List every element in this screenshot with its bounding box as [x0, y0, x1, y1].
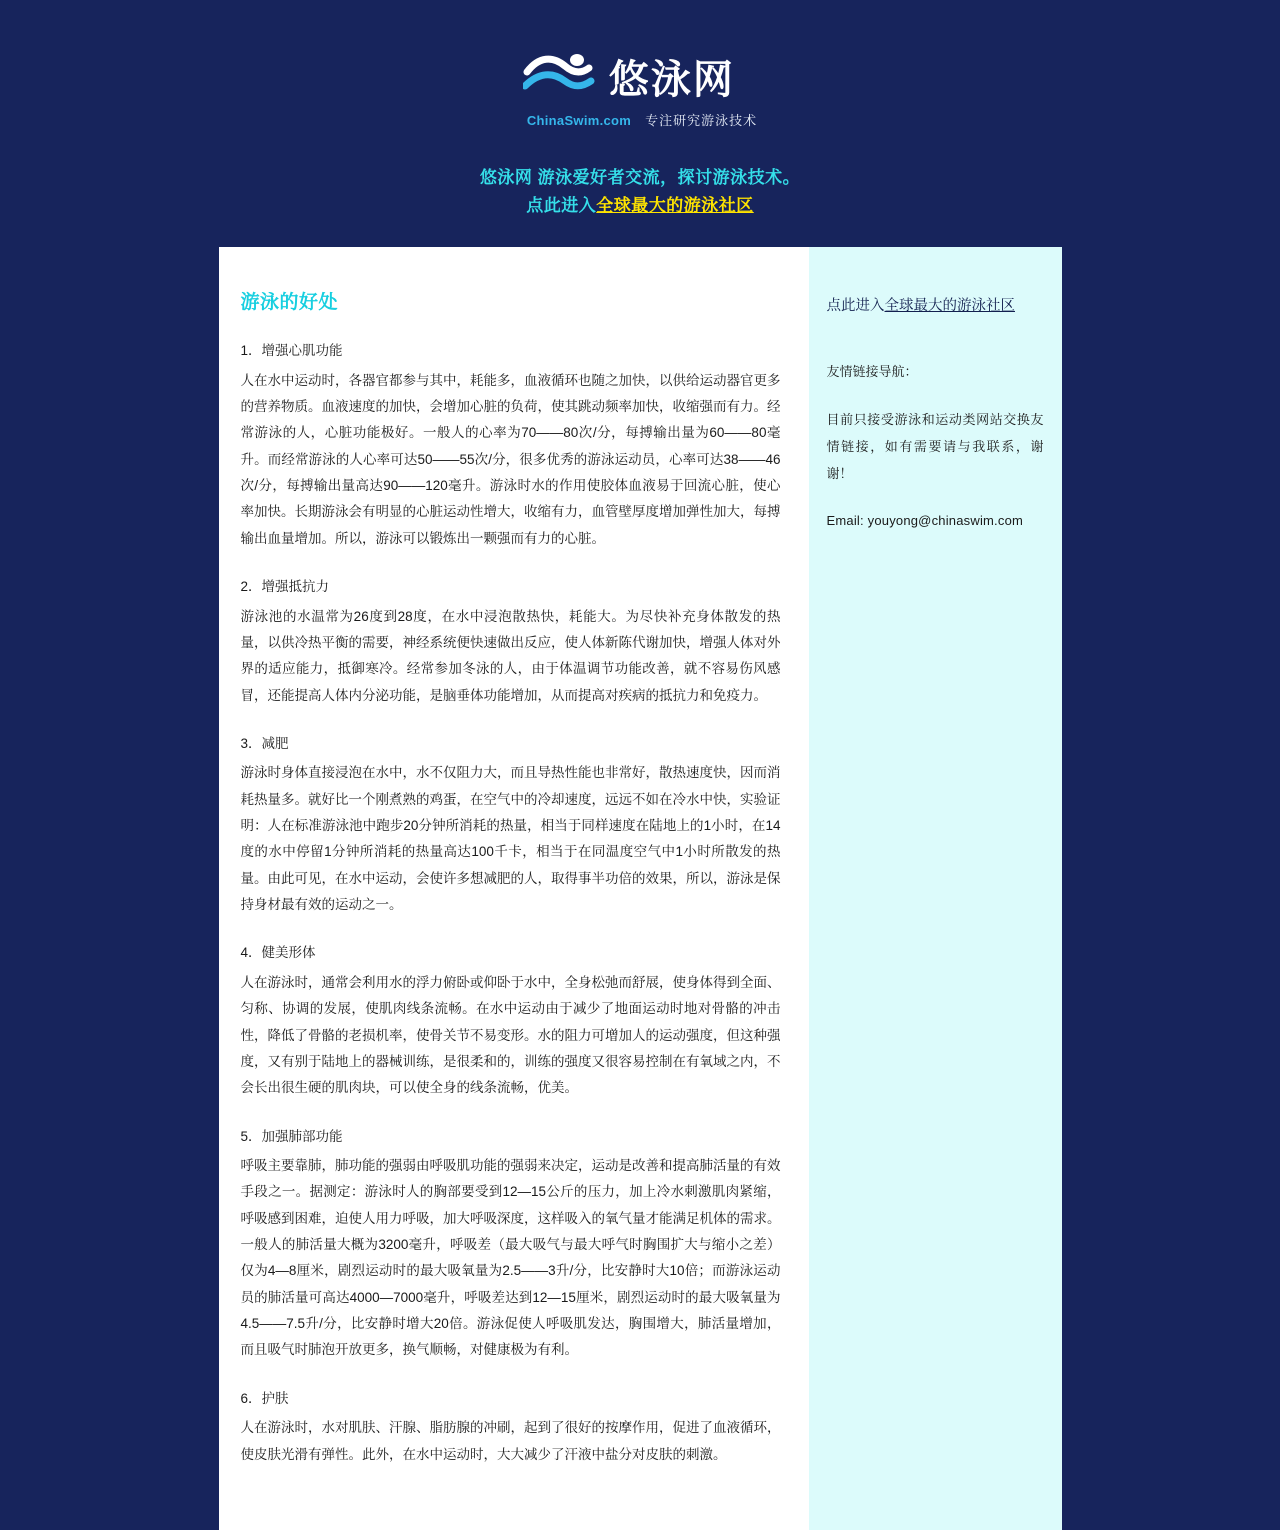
wave-icon	[523, 46, 599, 102]
article-section	[241, 574, 781, 709]
content-band	[219, 247, 1062, 1530]
section-body: 人在游泳时，水对肌肤、汗腺、脂肪腺的冲刷，起到了很好的按摩作用，促进了血液循环，使皮肤光滑有弹性。此外，在水中运动时，大大减少了汗液中盐分对皮肤的刺激。	[240, 1420, 781, 1462]
page-title: 游泳的好处	[240, 292, 339, 314]
section-body: 游泳时身体直接浸泡在水中，水不仅阻力大，而且导热性能也非常好，散热速度快，因而消耗热量多。就好比一个刚煮熟的鸡蛋，在空气中的冷却速度，远远不如在冷水中快，实验证明：人在标准游泳池中跑步20分钟所消耗的热量，相当于同样速度在陆地上的1小时，在14度的水中停留1分钟所消耗的热量高达100千卡，相当于在同温度空气中1小时所散发的热量。由此可见，在水中运动，会使许多想减肥的人，取得事半功倍的效果，所以，游泳是保持身材最有效的运动之一。	[240, 765, 781, 913]
logo-row	[523, 46, 757, 102]
logo-title: 悠泳网	[608, 58, 735, 102]
article-section	[241, 731, 781, 919]
section-body: 游泳池的水温常为26度到28度，在水中浸泡散热快，耗能大。为尽快补充身体散发的热量，以供冷热平衡的需要，神经系统便快速做出反应，使人体新陈代谢加快，增强人体对外界的适应能力，抵御寒冷。经常参加冬泳的人，由于体温调节功能改善，就不容易伤风感冒，还能提高人体内分泌功能，是脑垂体功能增加，从而提高对疾病的抵抗力和免疫力。	[240, 608, 781, 703]
tagline-line-1: 悠泳网 游泳爱好者交流，探讨游泳技术。	[479, 168, 801, 187]
sidebar-links-title: 友情链接导航：	[826, 364, 918, 380]
sidebar-enter-row	[827, 295, 1044, 318]
article-section	[241, 940, 781, 1101]
article-column	[219, 247, 809, 1530]
tagline-community-link[interactable]: 全球最大的游泳社区	[596, 196, 754, 216]
section-heading: 6．护肤	[240, 1390, 289, 1406]
sidebar-links-text: 目前只接受游泳和运动类网站交换友情链接，如有需要请与我联系，谢谢！	[826, 411, 1044, 482]
section-heading: 1．增强心肌功能	[240, 343, 343, 359]
tagline-enter-text: 点此进入	[526, 196, 597, 216]
section-body: 呼吸主要靠肺，肺功能的强弱由呼吸肌功能的强弱来决定，运动是改善和提高肺活量的有效手段之一。据测定：游泳时人的胸部要受到12—15公斤的压力，加上冷水刺激肌肉紧缩，呼吸感到困难，迫使人用力呼吸，加大呼吸深度，这样吸入的氧气量才能满足机体的需求。一般人的肺活量大概为3200毫升，呼吸差（最大吸气与最大呼气时胸围扩大与缩小之差）仅为4—8厘米，剧烈运动时的最大吸氧量为2.5——3升/分，比安静时大10倍；而游泳运动员的肺活量可高达4000—7000毫升，呼吸差达到12—15厘米，剧烈运动时的最大吸氧量为4.5——7.5升/分，比安静时增大20倍。游泳促使人呼吸肌发达，胸围增大，肺活量增加，而且吸气时肺泡开放更多，换气顺畅，对健康极为有利。	[240, 1158, 781, 1358]
sidebar	[809, 247, 1062, 1530]
site-header	[0, 0, 1280, 130]
logo-slogan: 专注研究游泳技术	[645, 113, 758, 128]
article-section	[241, 1386, 781, 1468]
section-heading: 2．增强抵抗力	[240, 578, 330, 594]
section-heading: 5．加强肺部功能	[240, 1128, 343, 1144]
logo-subrow	[527, 110, 757, 129]
article-section	[241, 1124, 781, 1364]
sidebar-links-block	[827, 358, 1044, 534]
sidebar-community-link[interactable]: 全球最大的游泳社区	[884, 298, 1015, 315]
section-body: 人在游泳时，通常会利用水的浮力俯卧或仰卧于水中，全身松弛而舒展，使身体得到全面、匀称、协调的发展，使肌肉线条流畅。在水中运动由于减少了地面运动时地对骨骼的冲击性，降低了骨骼的老损机率，使骨关节不易变形。水的阻力可增加人的运动强度，但这种强度，又有别于陆地上的器械训练，是很柔和的，训练的强度又很容易控制在有氧域之内，不会长出很生硬的肌肉块，可以使全身的线条流畅，优美。	[240, 974, 781, 1096]
sidebar-email: Email: youyong@chinaswim.com	[826, 513, 1024, 529]
site-tagline	[0, 164, 1280, 220]
sidebar-enter-text: 点此进入	[826, 298, 885, 315]
section-heading: 4．健美形体	[240, 945, 316, 961]
site-logo[interactable]	[523, 46, 757, 129]
article-section	[241, 338, 781, 552]
section-body: 人在水中运动时，各器官都参与其中，耗能多，血液循环也随之加快，以供给运动器官更多的营养物质。血液速度的加快，会增加心脏的负荷，使其跳动频率加快，收缩强而有力。经常游泳的人，心脏功能极好。一般人的心率为70——80次/分，每搏输出量为60——80毫升。而经常游泳的人心率可达50——55次/分，很多优秀的游泳运动员，心率可达38——46次/分，每搏输出量高达90——120毫升。游泳时水的作用使胶体血液易于回流心脏，使心率加快。长期游泳会有明显的心脏运动性增大，收缩有力，血管壁厚度增加弹性加大，每搏输出血量增加。所以，游泳可以锻炼出一颗强而有力的心脏。	[240, 372, 781, 546]
tagline-line-2	[0, 192, 1280, 220]
logo-domain: ChinaSwim.com	[526, 113, 632, 128]
section-heading: 3．减肥	[240, 735, 289, 751]
